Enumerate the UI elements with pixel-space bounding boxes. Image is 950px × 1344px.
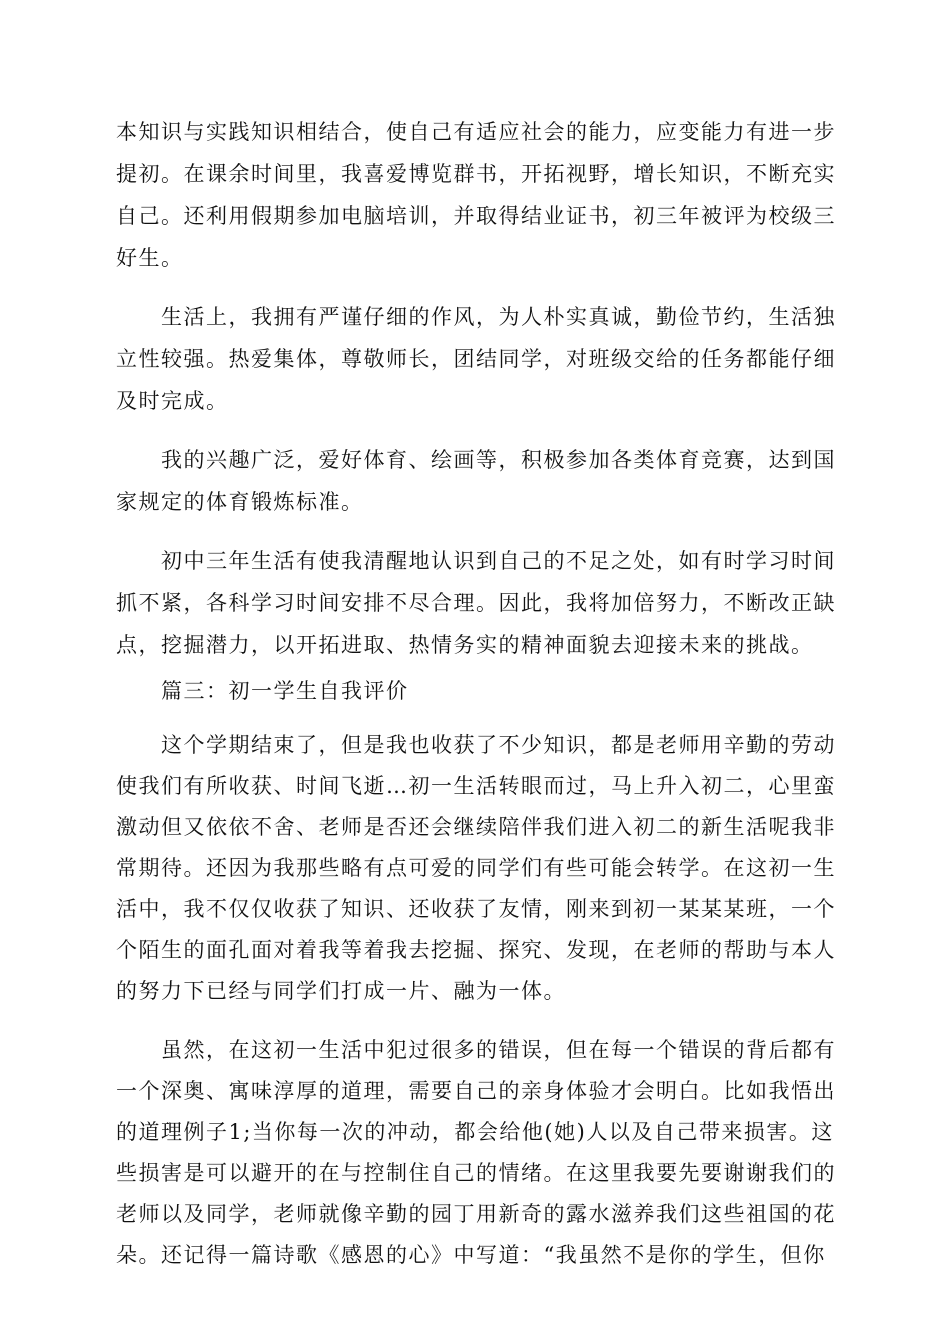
text-line: 立性较强。热爱集体，尊敬师长，团结同学，对班级交给的任务都能仔细 (116, 347, 836, 371)
text-line: 常期待。还因为我那些略有点可爱的同学们有些可能会转学。在这初一生 (116, 856, 836, 880)
text-line: 朵。还记得一篇诗歌《感恩的心》中写道：“我虽然不是你的学生，但你 (116, 1243, 826, 1267)
text-line: 家规定的体育锻炼标准。 (116, 490, 364, 514)
text-line: 的努力下已经与同学们打成一片、融为一体。 (116, 979, 566, 1003)
text-line: 老师以及同学，老师就像辛勤的园丁用新奇的露水滋养我们这些祖国的花 (116, 1202, 836, 1226)
text-line: 本知识与实践知识相结合，使自己有适应社会的能力，应变能力有进一步 (116, 120, 836, 144)
text-line: 生活上，我拥有严谨仔细的作风，为人朴实真诚，勤俭节约，生活独 (161, 305, 836, 329)
section-heading: 篇三：初一学生自我评价 (161, 679, 409, 703)
text-line: 提初。在课余时间里，我喜爱博览群书，开拓视野，增长知识，不断充实 (116, 162, 836, 186)
text-line: 点，挖掘潜力，以开拓进取、热情务实的精神面貌去迎接未来的挑战。 (116, 633, 814, 657)
text-line: 好生。 (116, 246, 184, 270)
text-line: 及时完成。 (116, 389, 229, 413)
text-line: 的道理例子1;当你每一次的冲动，都会给他(她)人以及自己带来损害。这 (116, 1120, 834, 1144)
text-line: 些损害是可以避开的在与控制住自己的情绪。在这里我要先要谢谢我们的 (116, 1161, 836, 1185)
text-line: 我的兴趣广泛，爱好体育、绘画等，积极参加各类体育竞赛，达到国 (161, 448, 836, 472)
text-line: 使我们有所收获、时间飞逝…初一生活转眼而过，马上升入初二，心里蛮 (116, 774, 836, 798)
text-line: 活中，我不仅仅收获了知识、还收获了友情，刚来到初一某某某班，一个 (116, 897, 836, 921)
text-line: 个陌生的面孔面对着我等着我去挖掘、探究、发现，在老师的帮助与本人 (116, 938, 836, 962)
text-line: 虽然，在这初一生活中犯过很多的错误，但在每一个错误的背后都有 (161, 1038, 836, 1062)
text-line: 这个学期结束了，但是我也收获了不少知识，都是老师用辛勤的劳动 (161, 733, 836, 757)
text-line: 激动但又依依不舍、老师是否还会继续陪伴我们进入初二的新生活呢我非 (116, 815, 836, 839)
text-line: 自己。还利用假期参加电脑培训，并取得结业证书，初三年被评为校级三 (116, 204, 836, 228)
text-line: 初中三年生活有使我清醒地认识到自己的不足之处，如有时学习时间 (161, 549, 836, 573)
text-line: 一个深奥、寓味淳厚的道理，需要自己的亲身体验才会明白。比如我悟出 (116, 1079, 836, 1103)
text-line: 抓不紧，各科学习时间安排不尽合理。因此，我将加倍努力，不断改正缺 (116, 591, 836, 615)
